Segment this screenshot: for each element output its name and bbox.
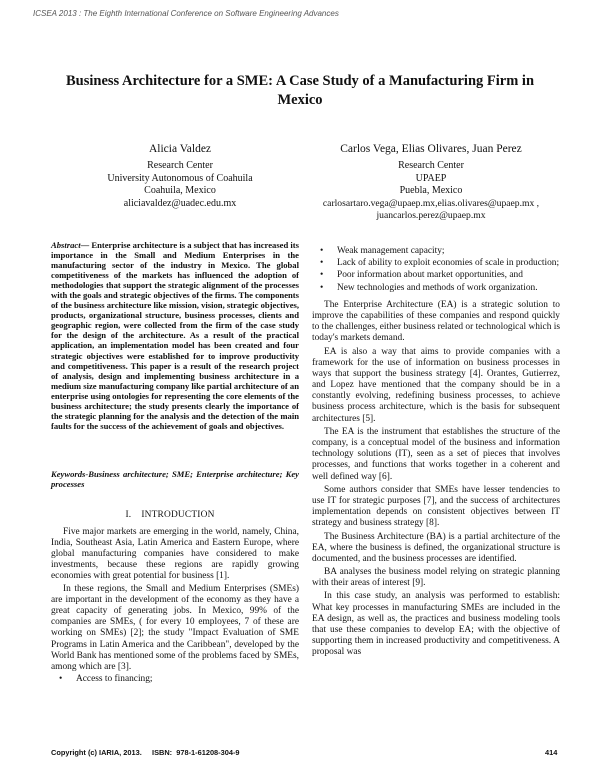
bullet-list (312, 246, 560, 294)
right-column (312, 246, 560, 661)
author-block-1 (80, 142, 280, 210)
body-paragraph: The Business Architecture (BA) is a partial architecture of the EA, where the business is defined, the organizational structure is documented, and the business processes are identified. (312, 531, 560, 564)
bullet-icon: • (320, 282, 324, 293)
copyright-footer: Copyright (c) IARIA, 2013. ISBN: 978-1-61208-304-9 (51, 748, 240, 757)
list-item (312, 258, 560, 269)
list-item-text: Poor information about market opportunities, and (337, 270, 523, 281)
body-paragraph: The EA is the instrument that establishes the structure of the company, is a conceptual model of the business and information technology solutions (IT), seen as a set of pieces that involves processes, and functions that works together in a coherent and well defined way [6]. (312, 426, 560, 482)
author-email: juancarlos.perez@upaep.mx (376, 209, 486, 221)
author-email: aliciavaldez@uadec.edu.mx (123, 197, 237, 209)
bullet-icon: • (320, 246, 324, 256)
list-item-text: Weak management capacity; (337, 246, 445, 256)
conference-header: ICSEA 2013 : The Eighth International Conference on Software Engineering Advances (33, 9, 339, 18)
body-paragraph: Five major markets are emerging in the world, namely, China, India, Southeast Asia, Latin America and Eastern Europe, where global manufacturing companies have considered to make investments, because these regions are rapidly growing economies with great potential for business [1]. (51, 526, 299, 582)
author-affiliation-line: Puebla, Mexico (399, 185, 463, 197)
author-affiliation-line: Research Center (398, 160, 464, 172)
body-paragraph: BA analyses the business model relying on strategic planning with their areas of interest [9]. (312, 567, 560, 589)
list-item (312, 246, 560, 257)
list-item (51, 674, 299, 685)
body-paragraph: Some authors consider that SMEs have lesser tendencies to use IT for strategic purposes [7], and the success of architectures implementation depends on consistent objectives between IT strategy and business strategy [8]. (312, 484, 560, 529)
bullet-icon: • (59, 674, 63, 685)
author-affiliation-line: Research Center (147, 160, 213, 172)
bullet-icon: • (320, 270, 324, 281)
body-paragraph: In these regions, the Small and Medium Enterprises (SMEs) are important in the development of the economy as they have a great capacity of generating jobs. In Mexico, 99% of the companies are SMEs, ( for every 10 employees, 7 of these are working on SMEs) [2]; the study "Impact Evaluation of SME Programs in Latin America and the Caribbean", developed by the World Bank has mentioned some of the problems faced by SMEs, among which are [3]. (51, 583, 299, 672)
list-item (312, 283, 560, 294)
abstract-label: Abstract— (51, 240, 90, 250)
body-paragraph: The Enterprise Architecture (EA) is a strategic solution to improve the capabilities of these companies and respond quickly to the challenges, either business related or technological which is today's markets demand. (312, 299, 560, 344)
left-column (51, 240, 299, 691)
page-number: 414 (545, 748, 558, 757)
author-name: Carlos Vega, Elias Olivares, Juan Perez (340, 143, 522, 155)
abstract-text: Enterprise architecture is a subject that has increased its importance in the Small and Medium Enterprises in the manufacturing sector of the industry in Mexico. The global competitiveness of the markets has influenced the adoption of methodologies that support the strategic alignment of the processes with the goals and strategic objectives of the firms. The components of the business architecture like mission, vision, strategic objectives, products, organizational structure, business processes, clients and geographic region, were collected from the firm of the case study for the design of the architecture. As a result of the practical application, an implementation model has been created and four strategic objectives were established for to improve productivity and competitiveness. This paper is a result of the research project of analysis, design and implementing business architecture in a medium size manufacturing company like partial architecture of an enterprise using ontologies for representing the core elements of the business architecture; the study presents clearly the importance of the strategic planning for the analysis and the detection of the main faults for the success of the achievement of goals and objectives. (51, 240, 300, 431)
body-paragraph: In this case study, an analysis was performed to establish: What key processes in manufacturing SMEs are included in the EA design, as well as, the practices and business modeling tools that use these companies to develop EA; with the objective of supporting them in increased productivity and competitiveness. A proposal was (312, 591, 560, 658)
section-title: INTRODUCTION (141, 509, 215, 520)
author-affiliation-line: Coahuila, Mexico (144, 185, 216, 197)
body-paragraph: EA is also a way that aims to provide companies with a framework for the use of information on business processes in ways that support the business strategy [4]. Orantes, Gutierrez, and Lopez have mentioned that the company should be in a constantly evolving, redefining business processes, to achieve business process architecture, which is the basis for subsequent architectures [5]. (312, 346, 560, 424)
list-item (312, 270, 560, 281)
author-block-2 (296, 142, 566, 222)
abstract (51, 240, 299, 431)
author-affiliation-line: UPAEP (415, 172, 447, 184)
author-affiliation-line: University Autonomous of Coahuila (107, 172, 253, 184)
list-item-text: Lack of ability to exploit economies of scale in production; (337, 258, 560, 269)
bullet-icon: • (320, 258, 324, 269)
list-item-text: Access to financing; (76, 674, 153, 685)
paper-title: Business Architecture for a SME: A Case Study of a Manufacturing Firm in Mexico (65, 73, 535, 108)
section-heading (51, 510, 299, 521)
list-item-text: New technologies and methods of work organization. (337, 282, 538, 293)
section-number: I. (125, 509, 132, 520)
author-email: carlosartaro.vega@upaep.mx,elias.olivares@upaep.mx , (322, 197, 540, 209)
author-name: Alicia Valdez (148, 143, 212, 155)
keywords: Keywords-Business architecture; SME; Enterprise architecture; Key processes (51, 468, 299, 490)
bullet-list (51, 674, 299, 685)
